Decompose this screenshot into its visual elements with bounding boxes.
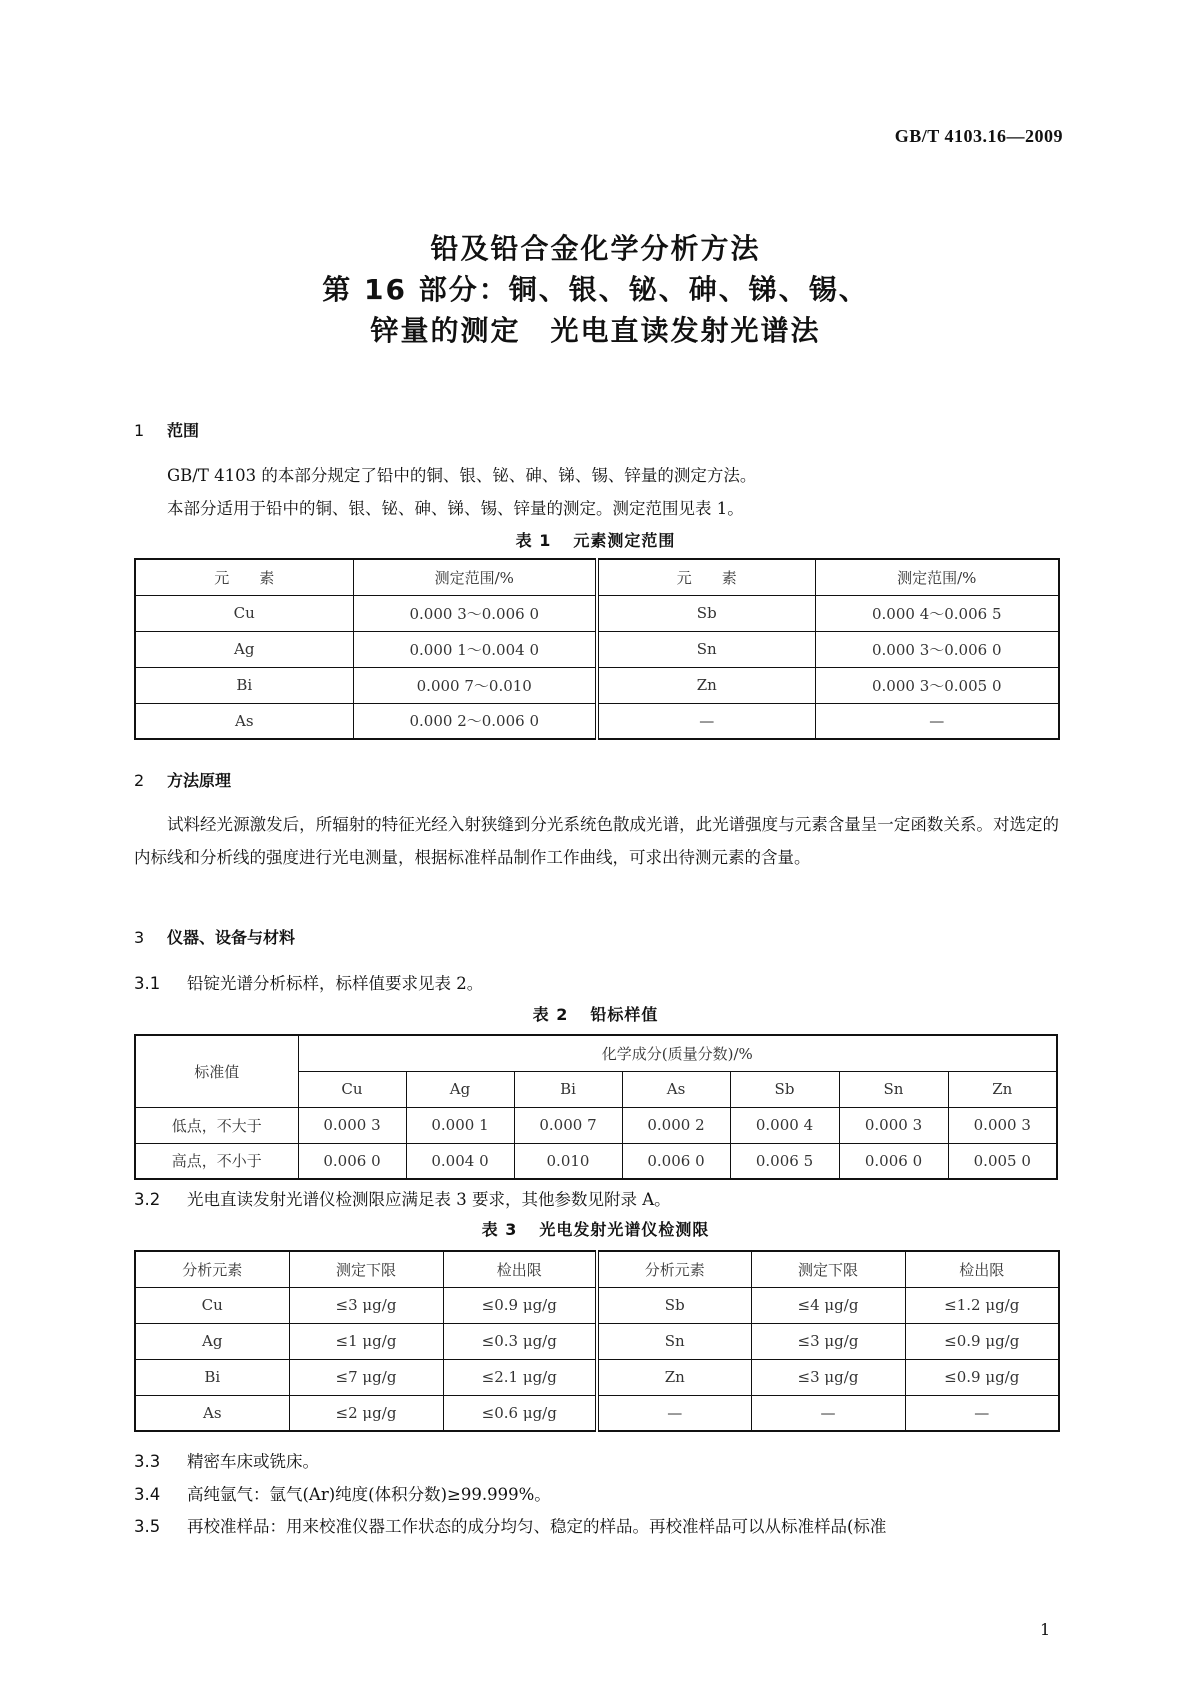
table-row — [135, 1323, 1059, 1359]
section-title: 范围 — [167, 421, 200, 440]
value-cell: ≤0.9 μg/g — [443, 1287, 597, 1323]
clause-text: 高纯氩气：氩气(Ar)纯度(体积分数)≥99.999%。 — [187, 1485, 551, 1504]
element-cell: Sb — [597, 595, 815, 631]
section-number: 3 — [134, 928, 145, 947]
table-row — [135, 595, 1059, 631]
value-cell: ≤2 μg/g — [289, 1395, 443, 1431]
section-title: 仪器、设备与材料 — [167, 928, 296, 947]
range-cell: 0.000 4～0.006 5 — [815, 595, 1059, 631]
clause-3-1 — [134, 970, 483, 994]
header-cell: 测定范围/% — [815, 559, 1059, 595]
value-cell: ≤4 μg/g — [751, 1287, 905, 1323]
clause-3-4 — [134, 1481, 551, 1505]
element-header-cell: Zn — [948, 1071, 1057, 1107]
clause-number: 3.4 — [134, 1485, 161, 1504]
value-cell: 0.006 0 — [622, 1143, 730, 1179]
value-cell: ≤1.2 μg/g — [905, 1287, 1059, 1323]
table-row — [135, 1359, 1059, 1395]
range-cell: 0.000 3～0.006 0 — [353, 595, 597, 631]
value-cell: ≤7 μg/g — [289, 1359, 443, 1395]
header-cell: 元 素 — [135, 559, 353, 595]
value-cell: ≤0.6 μg/g — [443, 1395, 597, 1431]
header-cell: 元 素 — [597, 559, 815, 595]
value-cell: 0.000 3 — [948, 1107, 1057, 1143]
clause-number: 3.3 — [134, 1452, 161, 1471]
title-line-2: 第 16 部分：铜、银、铋、砷、锑、锡、 — [322, 273, 869, 306]
value-cell: 0.000 4 — [730, 1107, 839, 1143]
clause-text: 铅锭光谱分析标样，标样值要求见表 2。 — [187, 974, 484, 993]
header-cell: 分析元素 — [597, 1251, 751, 1287]
table-1-caption — [0, 528, 1191, 551]
table-header-row — [135, 559, 1059, 595]
table-row — [135, 631, 1059, 667]
value-cell: 0.000 7 — [514, 1107, 622, 1143]
clause-3-5 — [134, 1513, 886, 1537]
table-title: 光电发射光谱仪检测限 — [539, 1220, 710, 1239]
table-number: 表 3 — [481, 1220, 518, 1239]
table-header-row — [135, 1035, 1057, 1071]
value-cell: 0.010 — [514, 1143, 622, 1179]
group-header-cell: 化学成分(质量分数)/% — [298, 1035, 1057, 1071]
clause-text: 精密车床或铣床。 — [187, 1452, 319, 1471]
element-header-cell: Sb — [730, 1071, 839, 1107]
value-cell: 0.000 2 — [622, 1107, 730, 1143]
header-cell: 分析元素 — [135, 1251, 289, 1287]
section-1-heading — [134, 418, 199, 441]
clause-number: 3.1 — [134, 974, 161, 993]
header-cell: 检出限 — [443, 1251, 597, 1287]
value-cell: ≤0.3 μg/g — [443, 1323, 597, 1359]
element-header-cell: Sn — [839, 1071, 948, 1107]
section-1-para-2: 本部分适用于铅中的铜、银、铋、砷、锑、锡、锌量的测定。测定范围见表 1。 — [167, 499, 744, 518]
value-cell: ≤3 μg/g — [289, 1287, 443, 1323]
title-line-3: 锌量的测定 光电直读发射光谱法 — [370, 314, 821, 347]
element-cell: Zn — [597, 1359, 751, 1395]
element-cell: Ag — [135, 1323, 289, 1359]
table-3 — [134, 1250, 1060, 1432]
section-1-para-1: GB/T 4103 的本部分规定了铅中的铜、银、铋、砷、锑、锡、锌量的测定方法。 — [167, 466, 757, 485]
page-number: 1 — [1040, 1620, 1051, 1639]
section-number: 1 — [134, 421, 145, 440]
element-cell: Bi — [135, 1359, 289, 1395]
section-3-heading — [134, 925, 295, 948]
value-cell: 0.000 3 — [839, 1107, 948, 1143]
header-cell: 测定下限 — [751, 1251, 905, 1287]
title-line-1: 铅及铅合金化学分析方法 — [430, 232, 761, 265]
element-cell: Sn — [597, 1323, 751, 1359]
clause-3-2 — [134, 1186, 671, 1210]
table-row — [135, 1287, 1059, 1323]
range-cell: 0.000 3～0.005 0 — [815, 667, 1059, 703]
element-cell: As — [135, 1395, 289, 1431]
section-title: 方法原理 — [167, 771, 232, 790]
table-1 — [134, 558, 1060, 740]
table-2 — [134, 1034, 1058, 1180]
empty-cell: — — [815, 703, 1059, 739]
value-cell: 0.006 0 — [839, 1143, 948, 1179]
element-cell: Sb — [597, 1287, 751, 1323]
value-cell: 0.005 0 — [948, 1143, 1057, 1179]
document-title — [0, 228, 1191, 351]
table-3-caption — [0, 1217, 1191, 1240]
table-row — [135, 667, 1059, 703]
range-cell: 0.000 7～0.010 — [353, 667, 597, 703]
table-row — [135, 1395, 1059, 1431]
section-number: 2 — [134, 771, 145, 790]
table-row — [135, 1143, 1057, 1179]
row-label-cell: 低点，不大于 — [135, 1107, 298, 1143]
table-row — [135, 1107, 1057, 1143]
range-cell: 0.000 3～0.006 0 — [815, 631, 1059, 667]
header-cell: 测定范围/% — [353, 559, 597, 595]
table-2-caption — [0, 1002, 1191, 1025]
clause-number: 3.2 — [134, 1190, 161, 1209]
section-2-para: 试料经光源激发后，所辐射的特征光经入射狭缝到分光系统色散成光谱，此光谱强度与元素含量呈一定函数关系。对选定的内标线和分析线的强度进行光电测量，根据标准样品制作工作曲线，可求出待测元素的含量。 — [134, 815, 1059, 867]
standard-code: GB/T 4103.16—2009 — [894, 126, 1063, 146]
element-cell: Ag — [135, 631, 353, 667]
table-number: 表 2 — [532, 1005, 569, 1024]
empty-cell: — — [597, 1395, 751, 1431]
table-title: 铅标样值 — [590, 1005, 659, 1024]
value-cell: ≤3 μg/g — [751, 1359, 905, 1395]
table-title: 元素测定范围 — [573, 531, 676, 550]
table-header-row — [135, 1251, 1059, 1287]
range-cell: 0.000 1～0.004 0 — [353, 631, 597, 667]
clause-number: 3.5 — [134, 1517, 161, 1536]
empty-cell: — — [905, 1395, 1059, 1431]
element-cell: Cu — [135, 1287, 289, 1323]
value-cell: 0.006 5 — [730, 1143, 839, 1179]
table-row — [135, 703, 1059, 739]
range-cell: 0.000 2～0.006 0 — [353, 703, 597, 739]
element-header-cell: Bi — [514, 1071, 622, 1107]
header-cell: 测定下限 — [289, 1251, 443, 1287]
value-cell: ≤1 μg/g — [289, 1323, 443, 1359]
value-cell: ≤0.9 μg/g — [905, 1359, 1059, 1395]
element-header-cell: Ag — [406, 1071, 514, 1107]
value-cell: 0.000 3 — [298, 1107, 406, 1143]
value-cell: ≤2.1 μg/g — [443, 1359, 597, 1395]
header-cell: 检出限 — [905, 1251, 1059, 1287]
empty-cell: — — [751, 1395, 905, 1431]
row-header-cell: 标准值 — [135, 1035, 298, 1107]
clause-text: 光电直读发射光谱仪检测限应满足表 3 要求，其他参数见附录 A。 — [187, 1190, 671, 1209]
value-cell: 0.006 0 — [298, 1143, 406, 1179]
value-cell: 0.004 0 — [406, 1143, 514, 1179]
element-cell: Cu — [135, 595, 353, 631]
value-cell: ≤0.9 μg/g — [905, 1323, 1059, 1359]
value-cell: ≤3 μg/g — [751, 1323, 905, 1359]
element-header-cell: As — [622, 1071, 730, 1107]
element-cell: As — [135, 703, 353, 739]
empty-cell: — — [597, 703, 815, 739]
value-cell: 0.000 1 — [406, 1107, 514, 1143]
element-header-cell: Cu — [298, 1071, 406, 1107]
element-cell: Zn — [597, 667, 815, 703]
section-2-heading — [134, 768, 231, 791]
clause-3-3 — [134, 1448, 319, 1472]
element-cell: Bi — [135, 667, 353, 703]
clause-text: 再校准样品：用来校准仪器工作状态的成分均匀、稳定的样品。再校准样品可以从标准样品(标准 — [187, 1517, 887, 1536]
table-number: 表 1 — [515, 531, 552, 550]
element-cell: Sn — [597, 631, 815, 667]
row-label-cell: 高点，不小于 — [135, 1143, 298, 1179]
